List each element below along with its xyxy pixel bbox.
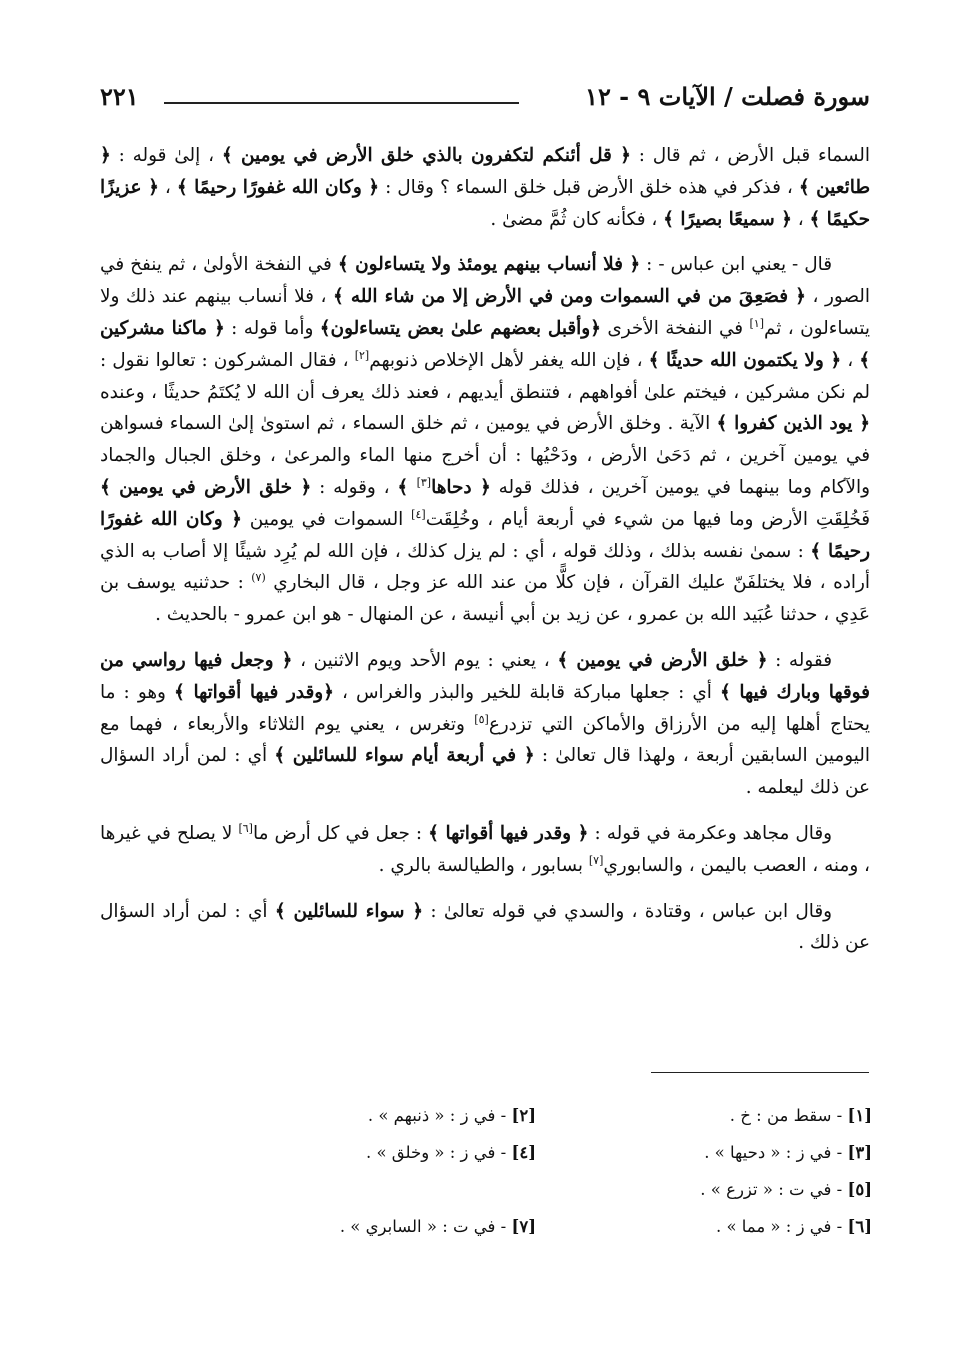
quran-quote: ﴿ خلق الأرض في يومين ﴾ [100, 476, 312, 498]
text-run: : سمىٰ نفسه بذلك ، وذلك قوله ، أي : لم يزل كذلك ، فإن الله لم يُرِد شيئًا إلا أصاب به الذي أراده ، فلا يختلفَنّ عليك القرآن ، فإن كلًّا من عند الله عز وجل ، قال البخاري [100, 540, 870, 594]
header-rule [164, 102, 519, 104]
footnote-7: [٧] - في ت : « السابري » . [339, 1217, 536, 1236]
footnote-5: [٥] - في ت : « تزرع » . [700, 1180, 872, 1199]
text-run: وقال مجاهد وعكرمة في قوله : [588, 822, 833, 844]
footnotes [200, 1106, 872, 1254]
footnote-ref: [٧] [588, 853, 604, 867]
text-run: ، [158, 176, 177, 198]
quran-quote: ﴿ ولا يكتمون الله حديثًا ﴾ [648, 349, 842, 371]
text-run: السموات في يومين [241, 508, 412, 530]
text-run: أي : لمن أراد السؤال عن ذلك ليعلمه . [100, 745, 870, 799]
paragraph-1 [100, 140, 870, 235]
footnote-rule [651, 1072, 869, 1073]
text-run: ، إلىٰ قوله : [110, 145, 222, 166]
paragraph-4 [100, 818, 870, 882]
footnote-ref: [٣] [416, 475, 432, 489]
text-run: ، فكأنه كان ثُمَّ مضىٰ . [490, 208, 664, 230]
footnote-row [200, 1143, 872, 1180]
paragraph-5 [100, 896, 870, 960]
quran-quote: ﴿ طائعين ﴾ [100, 145, 870, 198]
text-run: السماء قبل الأرض ، ثم قال : [630, 145, 870, 166]
quran-quote: ﴿وأقبل بعضهم علىٰ بعض يتساءلون﴾ [319, 317, 601, 339]
text-run: ، [841, 349, 860, 371]
text-run: : حدثنيه يوسف بن عَدِي ، حدثنا عُبَيد الله بن عمرو ، عن زيد بن أبي أنيسة ، عن المنهال - هو ابن عمرو - بالحديث . [100, 572, 870, 626]
text-run: في النفخة الأولىٰ ، ثم ينفخ في الصور ، [100, 254, 870, 308]
page-number: ٢٢١ [100, 82, 139, 111]
quran-quote: ﴿ وكان الله غفورًا رحيمًا ﴾ [100, 508, 870, 562]
running-title: سورة فصلت / الآيات ٩ - ١٢ [585, 82, 870, 111]
footnote-ref: (٧) [251, 571, 266, 585]
quran-quote: ﴿ ماكنا مشركين ﴾ [100, 317, 870, 371]
text-run: فقوله : [767, 649, 832, 671]
footnote-1: [١] - سقط من : خ . [729, 1106, 872, 1125]
quran-quote: ﴿ عزيزًا حكيمًا ﴾ [100, 176, 870, 230]
quran-quote: ﴿ قل أئنكم لتكفرون بالذي خلق الأرض في يومين ﴾ [221, 145, 631, 166]
footnote-empty [200, 1180, 536, 1217]
quran-quote: ﴿ سميعًا بصيرًا ﴾ [663, 208, 792, 230]
text-run: قال - يعني ابن عباس - : [640, 254, 832, 276]
quran-quote: ﴿ فصَعِقَ من في السموات ومن في الأرض إلا من شاء الله ﴾ [332, 286, 806, 308]
footnote-2: [٢] - في ز : « ذنبهم » . [367, 1106, 536, 1125]
text-run: ، [791, 208, 810, 230]
text-run: ، يعني : يوم الأحد ويوم الاثنين ، [292, 649, 558, 671]
text-run: بسابور ، والطيالسة بالري . [378, 854, 589, 876]
quran-quote: ﴿ وقدر فيها أقواتها ﴾ [428, 822, 589, 844]
text-run: وقال ابن عباس ، وقتادة ، والسدي في قوله تعالىٰ : [423, 900, 832, 922]
footnote-row [200, 1217, 872, 1254]
text-run: فَخُلِقَتِ الأرض وما فيها من شيء في أربعة أيام ، وخُلِقَت [425, 508, 870, 530]
footnote-row [200, 1180, 872, 1217]
text-run: أي : جعلها مباركة قابلة للخير والبذر والغراس ، [333, 681, 720, 703]
page-header [100, 82, 870, 118]
text-run: في النفخة الأخرى [600, 317, 750, 339]
text-run: لا يصلح في غيرها ، ومنه ، العصب باليمن ، والسابوري [100, 822, 870, 876]
text-run: أي : لمن أراد السؤال عن ذلك . [100, 900, 870, 954]
text-run: ، فقال المشركون : تعالوا نقول : لم نكن مشركين ، فيختم علىٰ أفواههم ، فتنطق أيديهم ، فعند ذلك يعرف أن الله لا يُكتَمُ حديثًا ، وعنده [100, 349, 870, 403]
quran-quote: ﴿ وجعل فيها رواسي من فوقها وبارك فيها ﴾ [100, 649, 870, 703]
quran-quote: ﴿ دحاها [431, 476, 491, 498]
text-run: وتغرس ، يعني يوم الثلاثاء والأربعاء ، فهما مع اليومين السابقين أربعة ، ولهذا قال تعالىٰ : [100, 713, 870, 767]
text-run: الآية . وخلق الأرض في يومين ، ثم خلق السماء ، ثم استوىٰ إلىٰ السماء فسواهن في يومين آخرين ، ثم دَحَىٰ الأرض ، ودَحْيُها : أن أخرج منها الماء والمرعىٰ ، وخلق الجبال والجماد والآكام وما بينهما في يومين آخرين ، فذلك قوله [100, 413, 870, 498]
quran-quote: ﴿ سواء للسائلين ﴾ [274, 900, 424, 922]
text-run: ، وقوله : [311, 476, 398, 498]
text-run: وأما قوله : [224, 317, 320, 339]
text-run: : جعل في كل أرض ما [252, 822, 429, 844]
text-run: ، فإن الله يغفر لأهل الإخلاص ذنوبهم [369, 349, 649, 371]
quran-quote: ﴿ في أربعة أيام سواء للسائلين ﴾ [274, 745, 535, 767]
footnote-ref: [٢] [354, 348, 370, 362]
paragraph-3 [100, 645, 870, 804]
paragraph-2 [100, 249, 870, 631]
quran-quote: ﴿ يود الذين كفروا ﴾ [716, 413, 870, 435]
footnote-ref: [١] [749, 316, 764, 330]
quran-quote: ﴿ خلق الأرض في يومين ﴾ [557, 649, 768, 671]
quran-quote: ﴿ وكان الله غفورًا رحيمًا ﴾ [176, 176, 380, 198]
quran-quote: ﴿وقدر فيها أقواتها ﴾ [174, 681, 334, 703]
footnote-row [200, 1106, 872, 1143]
text-run: ، فذكر في هذه خلق الأرض قبل خلق السماء ؟ وقال : [379, 176, 799, 198]
quran-quote: ﴿ فلا أنساب بينهم يومئذ ولا يتساءلون ﴾ [337, 254, 641, 276]
footnote-6: [٦] - في ز : « مما » . [715, 1217, 872, 1236]
footnote-3: [٣] - في ز : « دحيها » . [704, 1143, 872, 1162]
quran-quote: ﴾ [397, 476, 417, 498]
footnote-ref: [٥] [474, 712, 489, 726]
main-text [100, 140, 870, 973]
footnote-ref: [٦] [238, 821, 253, 835]
footnote-ref: [٤] [411, 507, 426, 521]
text-run: ، فلا أنساب بينهم عند ذلك ولا يتساءلون ، ثم [100, 286, 871, 339]
text-run: وهو : ما يحتاج أهلها إليه من الأرزاق والأماكن التي تزدرع [100, 681, 870, 735]
footnote-4: [٤] - في ز : « وخلق » . [365, 1143, 536, 1162]
